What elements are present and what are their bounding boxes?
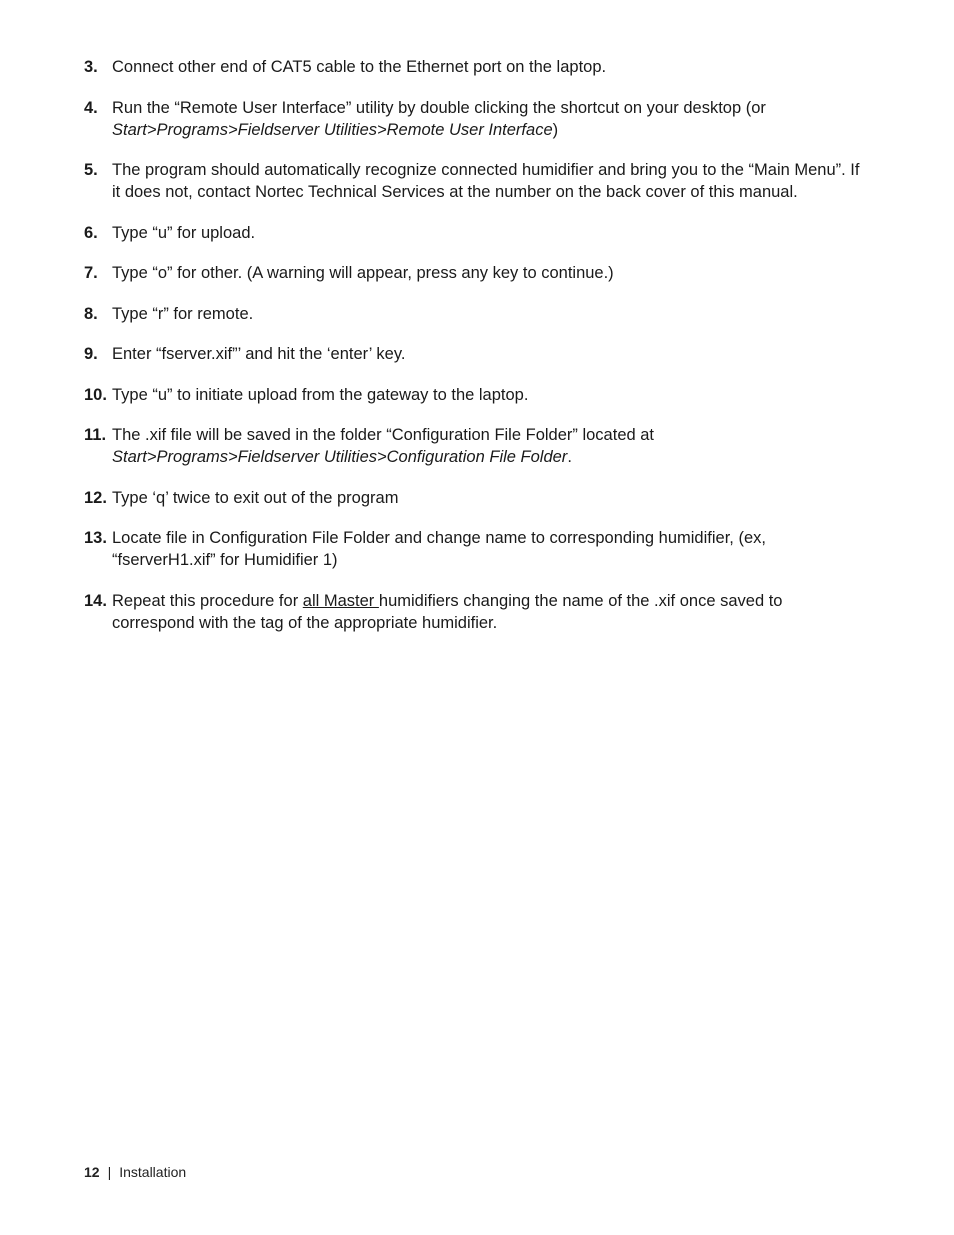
step-number: 13. <box>84 529 107 547</box>
step-text <box>112 384 864 406</box>
step-item <box>84 222 864 244</box>
step-text-fragment: Start>Programs>Fieldserver Utilities>Configuration File Folder <box>112 448 568 466</box>
step-item <box>84 527 864 571</box>
step-text <box>112 590 864 634</box>
step-text-fragment: Start>Programs>Fieldserver Utilities>Remote User Interface <box>112 120 553 139</box>
step-text <box>112 343 864 365</box>
step-number: 6. <box>84 223 98 242</box>
step-text <box>112 303 864 325</box>
step-text-fragment: humidifiers changing the name of the .xif once saved to correspond with the tag of the appropriate humidifier. <box>112 591 783 632</box>
step-text-fragment: . <box>567 448 572 466</box>
step-text <box>112 527 864 571</box>
step-text-fragment: Type “u” for upload. <box>112 223 256 242</box>
step-number: 5. <box>84 161 98 179</box>
step-text-fragment: Type “u” to initiate upload from the gateway to the laptop. <box>112 385 529 404</box>
step-text-fragment: Connect other end of CAT5 cable to the Ethernet port on the laptop. <box>112 58 607 76</box>
step-number: 10. <box>84 385 107 404</box>
step-text <box>112 56 864 78</box>
step-item <box>84 97 864 141</box>
step-text-fragment: Type “r” for remote. <box>112 304 254 323</box>
step-item <box>84 384 864 406</box>
step-number: 8. <box>84 304 98 323</box>
section-name: Installation <box>119 1164 187 1180</box>
step-number: 9. <box>84 345 98 363</box>
step-item <box>84 159 864 203</box>
step-number: 3. <box>84 58 98 76</box>
step-text-fragment: Repeat this procedure for <box>112 591 303 610</box>
footer-separator: | <box>107 1164 112 1180</box>
step-item <box>84 343 864 365</box>
step-text <box>112 159 864 203</box>
step-item <box>84 303 864 325</box>
step-text-fragment: The program should automatically recognize connected humidifier and bring you to the “Main Menu”. If it does not, contact Nortec Technical Services at the number on the back cover of this manual. <box>112 161 860 201</box>
step-text-fragment: Enter “fserver.xif”’ and hit the ‘enter’ key. <box>112 345 406 363</box>
step-text <box>112 487 864 509</box>
step-item <box>84 590 864 634</box>
step-text-fragment: The .xif file will be saved in the folder “Configuration File Folder” located at <box>112 426 655 444</box>
step-item <box>84 424 864 468</box>
procedure-steps-list <box>84 56 864 652</box>
step-item <box>84 487 864 509</box>
step-number: 7. <box>84 264 98 282</box>
step-text <box>112 222 864 244</box>
page-number: 12 <box>84 1164 100 1180</box>
step-item <box>84 56 864 78</box>
step-number: 14. <box>84 591 107 610</box>
step-number: 12. <box>84 488 107 507</box>
step-text-fragment: Run the “Remote User Interface” utility by double clicking the shortcut on your desktop (or <box>112 98 766 117</box>
step-text <box>112 424 864 468</box>
step-number: 4. <box>84 98 98 117</box>
step-number: 11. <box>84 426 107 444</box>
step-text-fragment: all Master <box>302 591 379 610</box>
step-text <box>112 262 864 284</box>
step-text-fragment: Locate file in Configuration File Folder and change name to corresponding humidifier, (ex, “fserverH1.xif” for Humidifier 1) <box>112 529 766 569</box>
page-footer <box>84 1162 186 1182</box>
step-text <box>112 97 864 141</box>
step-text-fragment: Type “o” for other. (A warning will appear, press any key to continue.) <box>112 264 614 282</box>
step-item <box>84 262 864 284</box>
step-text-fragment: ) <box>552 120 559 139</box>
step-text-fragment: Type ‘q’ twice to exit out of the program <box>112 488 399 507</box>
